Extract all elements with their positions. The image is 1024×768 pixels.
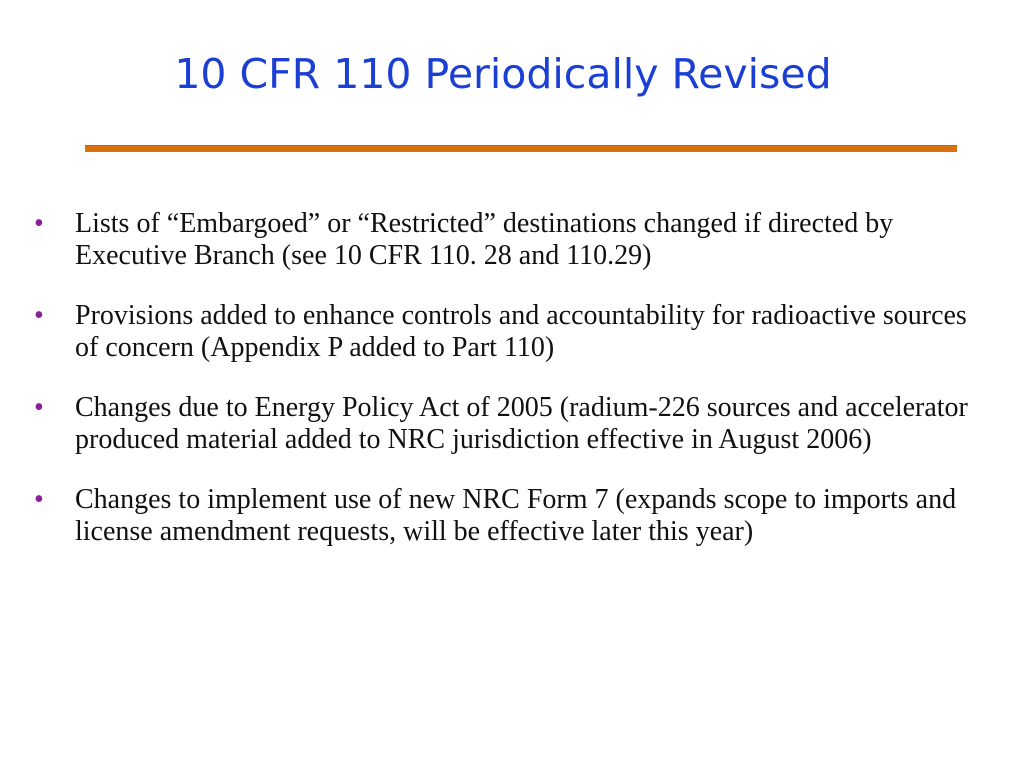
bullet-text: Provisions added to enhance controls and accountability for radioactive sources of concern (Appendix P added to Part 110): [75, 300, 967, 363]
bullet-text: Changes due to Energy Policy Act of 2005 (radium-226 sources and accelerator produced material added to NRC jurisdiction effective in August 2006): [75, 392, 968, 455]
bullet-text: Changes to implement use of new NRC Form 7 (expands scope to imports and license amendment requests, will be effective later this year): [75, 484, 957, 547]
bullet-item: [34, 484, 994, 548]
bullet-item: [34, 300, 994, 364]
title-divider-rule: [85, 145, 957, 152]
bullet-icon: •: [34, 392, 44, 423]
bullet-list: [34, 208, 994, 576]
slide-title: 10 CFR 110 Periodically Revised: [174, 50, 832, 98]
bullet-text: Lists of “Embargoed” or “Restricted” destinations changed if directed by Executive Branch (see 10 CFR 110. 28 and 110.29): [75, 208, 894, 271]
bullet-item: [34, 392, 994, 456]
bullet-item: [34, 208, 994, 272]
bullet-icon: •: [34, 484, 44, 515]
bullet-icon: •: [34, 300, 44, 331]
bullet-icon: •: [34, 208, 44, 239]
